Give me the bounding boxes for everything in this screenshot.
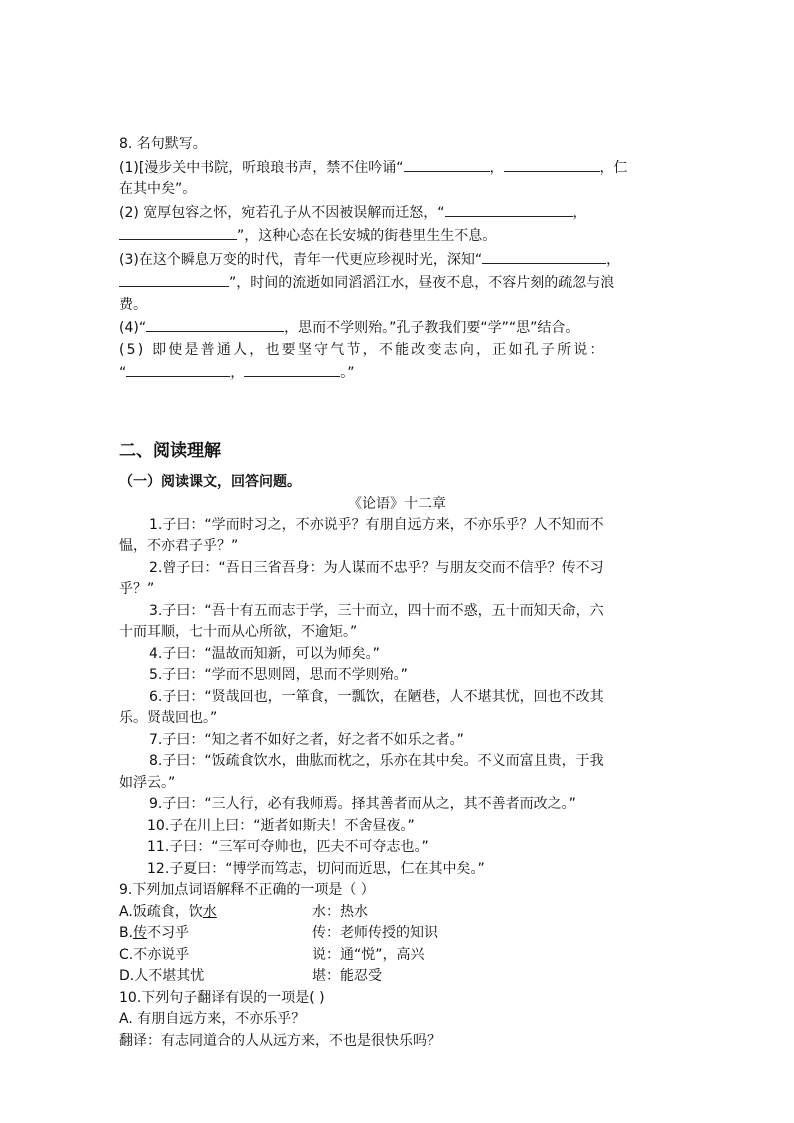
chapter-line: 4.子曰：“温故而知新，可以为师矣。” <box>149 645 380 662</box>
chapter-line: 2.曾子曰：“吾日三省吾身：为人谋而不忠乎？与朋友交而不信乎？传不习 <box>149 559 604 576</box>
q10-title: 10.下列句子翻译有误的一项是( ) <box>119 989 325 1006</box>
q9-option-d[interactable] <box>119 966 675 988</box>
blank-1b[interactable] <box>504 156 600 172</box>
q9-option-a-text <box>119 902 312 924</box>
chapter-line: 7.子曰：“知之者不如好之者，好之者不如乐之者。” <box>149 731 464 748</box>
blank-3b[interactable] <box>119 271 229 287</box>
blank-5b[interactable] <box>244 361 340 377</box>
q9-option-b-pre: B. <box>119 925 134 941</box>
q8-item-3-cont <box>119 271 675 295</box>
chapter-line: 6.子曰：“贤哉回也，一箪食，一瓢饮，在陋巷，人不堪其忧，回也不改其 <box>149 688 604 705</box>
q9-option-b-explain: 传：老师传授的知识 <box>312 925 438 941</box>
chapter-line: 1.子曰：“学而时习之，不亦说乎？有朋自远方来，不亦乐乎？人不知而不 <box>149 516 604 533</box>
blank-2b[interactable] <box>119 224 237 240</box>
q8-item-3 <box>119 248 675 272</box>
chapter-line: 如浮云。” <box>119 774 176 791</box>
q9-option-c-pre: C.不亦 <box>119 946 162 963</box>
q9-option-d-explain: 堪：能忍受 <box>312 968 382 984</box>
q8-item-2-cont <box>119 224 675 248</box>
q8-item-1-cont: 在其中矣”。 <box>119 181 197 197</box>
chapter-line: 3.子曰：“吾十有五而志于学，三十而立，四十而不惑，五十而知天命，六 <box>149 602 604 619</box>
q9-option-a-word: 水 <box>202 903 217 920</box>
q8-item-1-sep: ， <box>489 159 504 176</box>
section-title: 二、阅读理解 <box>119 440 221 461</box>
blank-3a[interactable] <box>482 248 606 264</box>
chapter-line: 9.子曰：“三人行，必有我师焉。择其善者而从之，其不善者而改之。” <box>149 796 576 812</box>
q8-item-1 <box>119 156 675 180</box>
q9-option-c-explain: 说：通“悦”，高兴 <box>312 946 425 963</box>
q9-option-a-explain: 水：热水 <box>312 903 368 920</box>
q8-item-5-sep: ， <box>230 365 245 381</box>
q9-option-c-post: 乎 <box>175 946 190 963</box>
subsection-title: （一）阅读课文，回答问题。 <box>119 473 301 490</box>
q8-item-2 <box>119 201 675 225</box>
q9-option-c-word: 说 <box>161 946 176 963</box>
q8-item-4 <box>119 316 675 340</box>
q9-option-d-word: 堪 <box>162 968 177 984</box>
blank-1a[interactable] <box>404 156 490 172</box>
chapter-line: 十而耳顺，七十而从心所欲，不逾矩。” <box>119 624 358 640</box>
q9-option-d-pre: D.人不 <box>119 968 163 984</box>
q9-title: 9.下列加点词语解释不正确的一项是（ ） <box>119 882 375 898</box>
chapter-line: 11.子曰：“三军可夺帅也，匹夫不可夺志也。” <box>147 839 429 855</box>
q8-item-3-tail: ”，时间的流逝如同滔滔江水，昼夜不息，不容片刻的疏忽与浪 <box>229 275 615 291</box>
q8-item-1-text: (1)[漫步关中书院，听琅琅书声，禁不住吟诵“ <box>119 159 404 176</box>
q9-option-d-post: 其忧 <box>176 968 205 984</box>
blank-5a[interactable] <box>126 361 230 377</box>
q8-item-1-tail: ，仁 <box>599 159 628 176</box>
q8-item-5-open: “ <box>119 365 127 381</box>
chapter-line: 8.子曰：“饭疏食饮水，曲肱而枕之，乐亦在其中矣。不义而富且贵，于我 <box>149 753 604 769</box>
q9-option-b[interactable] <box>119 923 675 945</box>
q9-option-a-pre: A.饭疏食，饮 <box>119 903 203 920</box>
chapter-line: 乎？” <box>119 581 155 597</box>
q9-option-d-text <box>119 966 312 988</box>
chapter-line: 12.子夏曰：“博学而笃志，切问而近思，仁在其中矣。” <box>147 860 485 877</box>
q8-item-5-close: 。” <box>340 365 355 381</box>
q8-title: 8. 名句默写。 <box>119 136 207 152</box>
q9-option-b-text <box>119 923 312 945</box>
chapter-line: 5.子曰：“学而不思则罔，思而不学则殆。” <box>149 667 408 683</box>
q9-option-b-word: 传 <box>133 925 148 941</box>
worksheet-page <box>119 134 675 1052</box>
q9-option-c[interactable] <box>119 945 675 967</box>
q8-item-4-text: ，思而不学则殆。”孔子教我们要“学”“思”结合。 <box>284 320 580 336</box>
q8-item-2-text: (2) 宽厚包容之怀，宛若孔子从不因被误解而迁怒，“ <box>119 204 445 221</box>
q8-item-2-sep: ， <box>572 204 587 221</box>
chapter-line: 10.子在川上曰：“逝者如斯夫！不舍昼夜。” <box>147 817 415 834</box>
q10-option-a[interactable]: A. 有朋自远方来，不亦乐乎？ <box>119 1011 306 1027</box>
q8-item-2-tail: ”，这种心态在长安城的街巷里生生不息。 <box>237 228 497 244</box>
chapter-line: 乐。贤哉回也。” <box>119 710 218 726</box>
q8-item-3-sep: ， <box>606 251 621 268</box>
q10-translation: 翻译：有志同道合的人从远方来，不也是很快乐吗？ <box>119 1032 441 1049</box>
q8-item-3-end: 费。 <box>119 296 147 313</box>
q9-option-b-post: 不习乎 <box>147 925 190 941</box>
q8-item-4-open: (4)“ <box>119 320 147 336</box>
q8-item-5: (5) 即使是普通人，也要坚守气节，不能改变志向，正如孔子所说： <box>119 341 606 358</box>
q9-option-a[interactable] <box>119 902 675 924</box>
blank-2a[interactable] <box>445 201 573 217</box>
text-title: 《论语》十二章 <box>348 495 446 512</box>
q9-option-c-text <box>119 945 312 967</box>
q8-item-5-cont <box>119 361 675 385</box>
q8-item-3-text: (3)在这个瞬息万变的时代，青年一代更应珍视时光，深知“ <box>119 251 483 268</box>
blank-4a[interactable] <box>146 316 284 332</box>
chapter-line: 愠，不亦君子乎？” <box>119 538 239 554</box>
